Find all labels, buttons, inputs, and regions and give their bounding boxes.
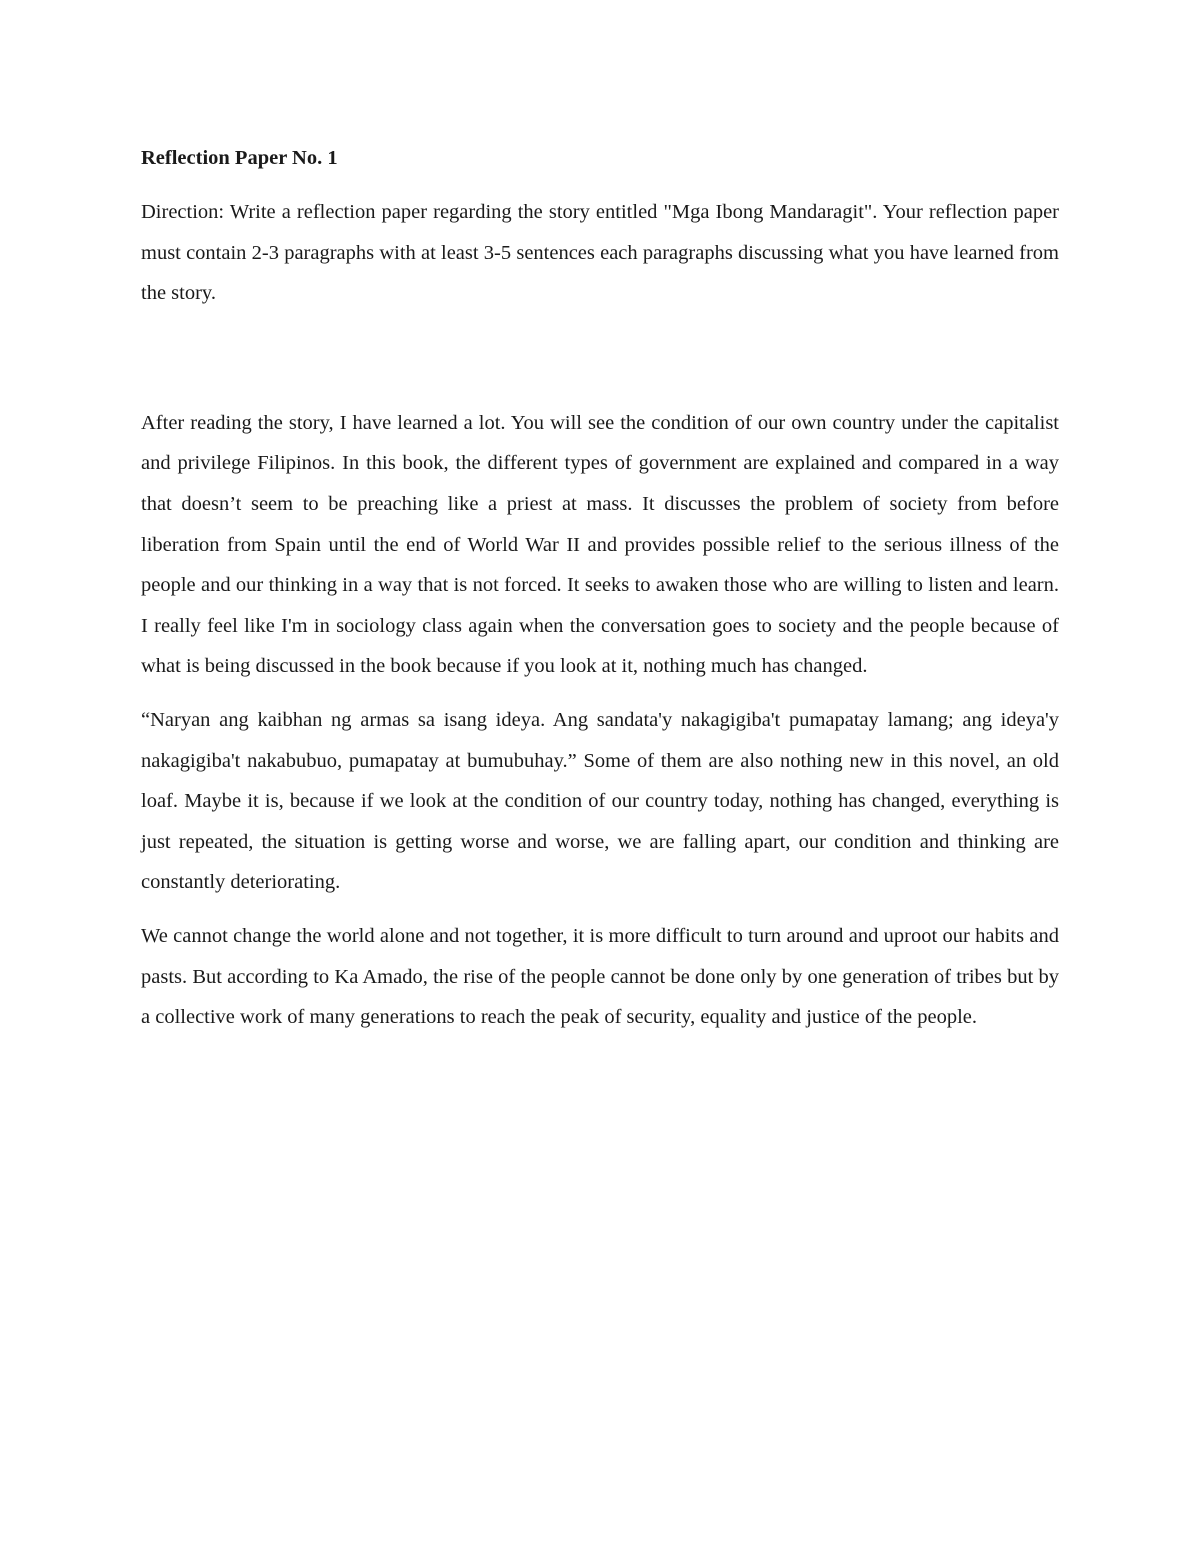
document-title: Reflection Paper No. 1 bbox=[141, 147, 338, 169]
document-page bbox=[141, 138, 1059, 1051]
body-paragraph-2: “Naryan ang kaibhan ng armas sa isang ideya. Ang sandata'y nakagigiba't pumapatay lamang; ang ideya'y nakagigiba't nakabubuo, pumapatay at bumubuhay.” Some of them are also nothing new in this novel, an old loaf. Maybe it is, because if we look at the condition of our country today, nothing has changed, everything is just repeated, the situation is getting worse and worse, we are falling apart, our condition and thinking are constantly deteriorating. bbox=[141, 708, 1059, 894]
body-paragraph-3: We cannot change the world alone and not together, it is more difficult to turn around and uproot our habits and pasts. But according to Ka Amado, the rise of the people cannot be done only by one generation of tribes but by a collective work of many generations to reach the peak of security, equality and justice of the people. bbox=[141, 924, 1059, 1029]
direction-paragraph: Direction: Write a reflection paper regarding the story entitled "Mga Ibong Mandaragit". Your reflection paper must contain 2-3 paragraphs with at least 3-5 sentences each paragraphs discussing what you have learned from the story. bbox=[141, 201, 1059, 305]
body-paragraph-1: After reading the story, I have learned a lot. You will see the condition of our own country under the capitalist and privilege Filipinos. In this book, the different types of government are explained and compared in a way that doesn’t seem to be preaching like a priest at mass. It discusses the problem of society from before liberation from Spain until the end of World War II and provides possible relief to the serious illness of the people and our thinking in a way that is not forced. It seeks to awaken those who are willing to listen and learn. I really feel like I'm in sociology class again when the conversation goes to society and the people because of what is being discussed in the book because if you look at it, nothing much has changed. bbox=[141, 411, 1059, 678]
